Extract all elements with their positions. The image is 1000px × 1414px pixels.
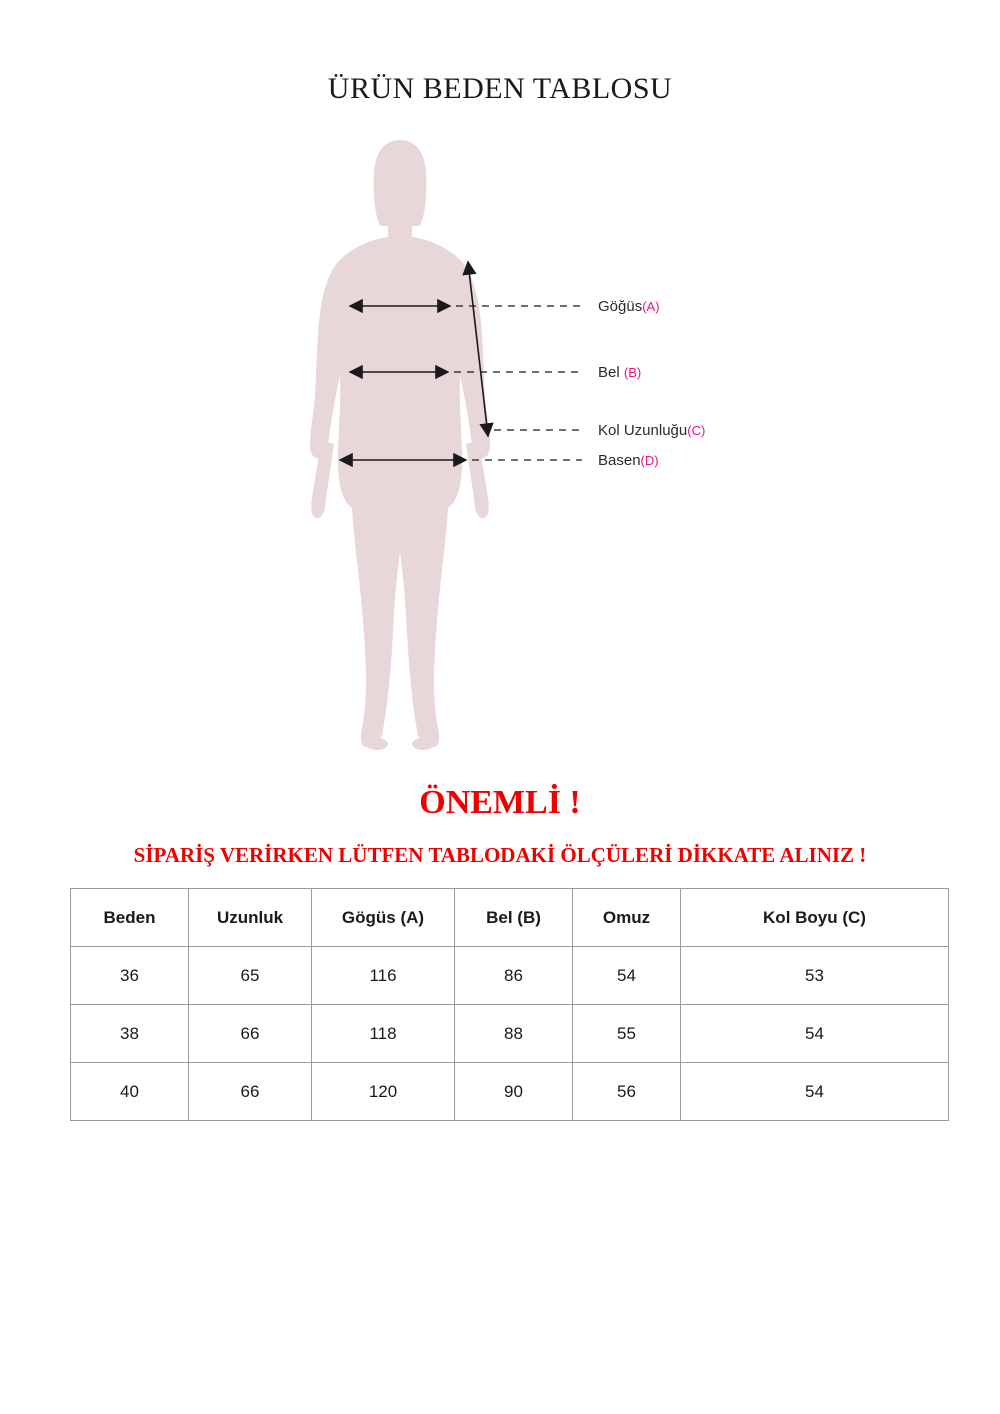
cell-gogus: 116 bbox=[312, 947, 455, 1005]
important-notice-heading: ÖNEMLİ ! bbox=[419, 784, 581, 821]
size-table bbox=[70, 888, 949, 1121]
table-header-kol-boyu: Kol Boyu (C) bbox=[681, 889, 949, 947]
cell-bel: 86 bbox=[455, 947, 573, 1005]
cell-omuz: 55 bbox=[573, 1005, 681, 1063]
cell-kol-boyu: 53 bbox=[681, 947, 949, 1005]
table-header-bel: Bel (B) bbox=[455, 889, 573, 947]
legend-kol-uzunlugu bbox=[598, 422, 705, 439]
table-header-uzunluk: Uzunluk bbox=[189, 889, 312, 947]
legend-basen-text: Basen bbox=[598, 452, 641, 469]
page-title: ÜRÜN BEDEN TABLOSU bbox=[327, 72, 673, 105]
legend-bel bbox=[598, 364, 641, 381]
table-row bbox=[71, 1063, 949, 1121]
cell-kol-boyu: 54 bbox=[681, 1005, 949, 1063]
cell-beden: 36 bbox=[71, 947, 189, 1005]
table-header-gogus: Gögüs (A) bbox=[312, 889, 455, 947]
cell-beden: 40 bbox=[71, 1063, 189, 1121]
measurement-figure bbox=[0, 140, 1000, 770]
cell-beden: 38 bbox=[71, 1005, 189, 1063]
important-notice-subtext: SİPARİŞ VERİRKEN LÜTFEN TABLODAKİ ÖLÇÜLERİ DİKKATE ALINIZ ! bbox=[133, 843, 867, 867]
legend-gogus bbox=[598, 298, 660, 315]
cell-kol-boyu: 54 bbox=[681, 1063, 949, 1121]
cell-bel: 90 bbox=[455, 1063, 573, 1121]
cell-gogus: 120 bbox=[312, 1063, 455, 1121]
legend-gogus-code: (A) bbox=[642, 299, 660, 314]
legend-bel-text: Bel bbox=[598, 364, 624, 381]
cell-uzunluk: 65 bbox=[189, 947, 312, 1005]
table-header-beden: Beden bbox=[71, 889, 189, 947]
legend-kol-uzunlugu-text: Kol Uzunluğu bbox=[598, 422, 688, 439]
table-row bbox=[71, 947, 949, 1005]
table-header-row bbox=[71, 889, 949, 947]
cell-omuz: 56 bbox=[573, 1063, 681, 1121]
cell-uzunluk: 66 bbox=[189, 1005, 312, 1063]
legend-bel-code: (B) bbox=[623, 365, 642, 380]
legend-basen-code: (D) bbox=[640, 453, 659, 468]
cell-gogus: 118 bbox=[312, 1005, 455, 1063]
cell-omuz: 54 bbox=[573, 947, 681, 1005]
cell-uzunluk: 66 bbox=[189, 1063, 312, 1121]
body-silhouette-diagram bbox=[0, 140, 1000, 770]
legend-basen bbox=[598, 452, 659, 469]
female-silhouette-icon bbox=[310, 140, 490, 750]
cell-bel: 88 bbox=[455, 1005, 573, 1063]
table-row bbox=[71, 1005, 949, 1063]
legend-gogus-text: Göğüs bbox=[598, 298, 643, 315]
table-header-omuz: Omuz bbox=[573, 889, 681, 947]
legend-kol-uzunlugu-code: (C) bbox=[687, 423, 706, 438]
